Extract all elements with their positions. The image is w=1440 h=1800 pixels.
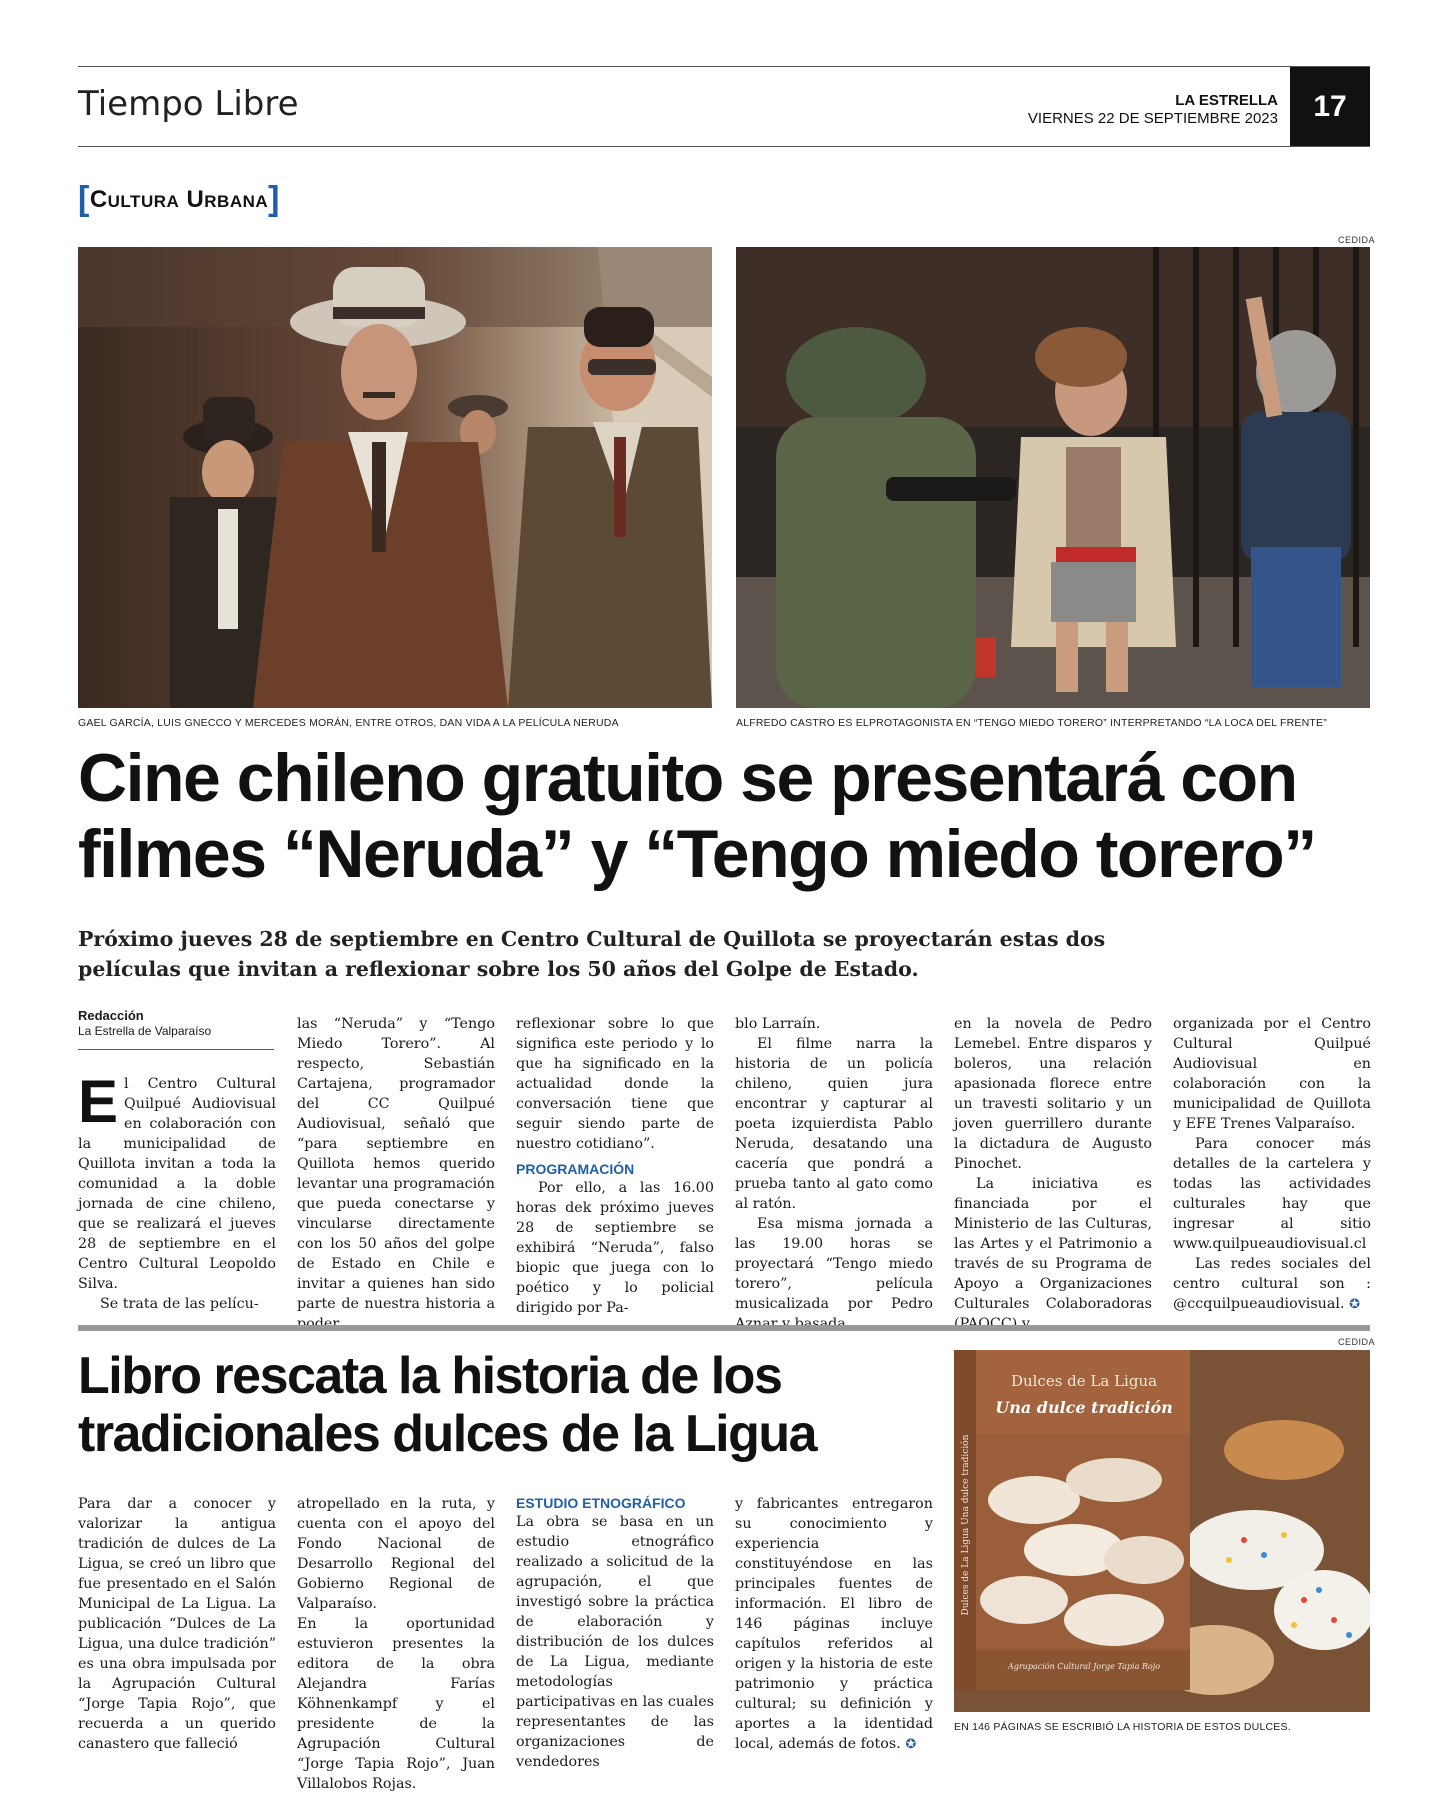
kicker-close-bracket: ] (268, 180, 280, 218)
article2-headline-line2: tradicionales dulces de la Ligua (78, 1405, 817, 1463)
photo2-credit: CEDIDA (1338, 1337, 1376, 1347)
article1-headline-line1: Cine chileno gratuito se presentará con (78, 740, 1297, 816)
byline-name: Redacción (78, 1008, 144, 1023)
header-top-rule (78, 66, 1370, 67)
byline-rule (78, 1049, 274, 1050)
article1-column-6 (1173, 1014, 1371, 1315)
neruda-film-illustration (78, 247, 712, 708)
article2-end-icon: ✪ (905, 1737, 917, 1752)
book-title-top: Dulces de La Ligua (1010, 1372, 1158, 1390)
estudio-heading: ESTUDIO ETNOGRÁFICO (516, 1495, 686, 1511)
neruda-film-photo (78, 247, 712, 708)
section-title: Tiempo Libre (78, 84, 299, 124)
tengo-miedo-torero-photo (736, 247, 1370, 708)
drop-cap: E (78, 1068, 119, 1135)
article1-column-3 (516, 1014, 714, 1318)
kicker-open-bracket: [ (78, 180, 90, 218)
article1-col1-p2: Se trata de las pelícu- (100, 1296, 259, 1312)
article2-column-4 (735, 1494, 933, 1755)
article2-col3-p1: La obra se basa en un estudio etnográfico realizado a solicitud de la agrupación, el que investigó sobre la práctica de elaboración y distribución de los dulces de La Ligua, mediante metodologías participativas en las cuales representantes de las organizaciones de vendedores (516, 1514, 714, 1770)
article1-col4-p1: blo Larraín. (735, 1016, 821, 1032)
article1-col5-p2: La iniciativa es financiada por el Ministerio de las Culturas, las Artes y el Patrimonio a través de su Programa de Apoyo a Organizaciones Culturales Colaboradoras (PAOCC) y (954, 1176, 1152, 1332)
article2-column-3 (516, 1494, 714, 1772)
article1-headline-line2: filmes “Neruda” y “Tengo miedo torero” (78, 816, 1316, 892)
book-spine-text: Dulces de La Ligua Una dulce tradición (961, 1434, 971, 1616)
article2-headline-line1: Libro rescata la historia de los (78, 1347, 782, 1405)
page-number: 17 (1290, 67, 1370, 147)
article-separator (78, 1325, 1370, 1331)
article1-column-2 (297, 1014, 495, 1334)
article1-column-1 (78, 1068, 276, 1314)
article2-col4-p1: y fabricantes entregaron su conocimiento y experiencia constituyéndose en las principales fuentes de información. El libro de 146 páginas incluye capítulos referidos al origen y la historia de este patrimonio y práctica cultural; su definición y aportes a la identidad local, además de fotos. (735, 1496, 933, 1752)
article2-col1-p1: Para dar a conocer y valorizar la antigua tradición de dulces de La Ligua, se creó un libro que fue presentado en el Salón Municipal de La Ligua. La publicación “Dulces de La Ligua, una dulce tradición” es una obra impulsada por la Agrupación Cultural “Jorge Tapia Rojo”, que recuerda a un querido canastero que falleció (78, 1496, 276, 1752)
article1-col6-p3: Las redes sociales del centro cultural son : @ccquilpueaudiovisual. (1173, 1256, 1371, 1312)
programacion-heading: PROGRAMACIÓN (516, 1161, 635, 1177)
newspaper-name: LA ESTRELLA (1175, 92, 1278, 109)
article1-col2-p1: las “Neruda” y “Tengo Miedo Torero”. Al respecto, Sebastián Cartajena, programador del CC Quilpué Audiovisual, señaló que “para septiembre en Quillota hemos querido levantar una programación que pueda conectarse y vincularse directamente con los 50 años del golpe de Estado en Chile e invitar a quienes han sido parte de nuestra historia a poder (297, 1016, 495, 1332)
article1-col1-p1: l Centro Cultural Quilpué Audiovisual en colaboración con la municipalidad de Quillota invitan a toda la comunidad a la doble jornada de cine chileno, que se realizará el jueves 28 de septiembre en el Centro Cultural Leopoldo Silva. (78, 1076, 276, 1292)
section-kicker (78, 180, 280, 219)
photo1-caption: GAEL GARCÍA, LUIS GNECCO Y MERCEDES MORÁN, ENTRE OTROS, DAN VIDA A LA PELÍCULA NERUDA (78, 717, 619, 729)
article1-col3-p2: Por ello, a las 16.00 horas dek próximo jueves 28 de septiembre se exhibirá “Neruda”, falso biopic que juega con lo poético y lo policial dirigido por Pa- (516, 1180, 714, 1316)
kicker-text: Cultura Urbana (89, 186, 269, 213)
article1-subhead: Próximo jueves 28 de septiembre en Centro Cultural de Quillota se proyectarán estas dos películas que invitan a reflexionar sobre los 50 años del Golpe de Estado. (78, 927, 1106, 981)
header-bottom-rule (78, 146, 1370, 147)
torero-film-illustration (736, 247, 1370, 708)
book-title-main: Una dulce tradición (995, 1398, 1173, 1417)
book-photo-caption: EN 146 PÁGINAS SE ESCRIBIÓ LA HISTORIA DE ESTOS DULCES. (954, 1721, 1291, 1733)
photo2-caption: ALFREDO CASTRO ES ELPROTAGONISTA EN “TENGO MIEDO TORERO” INTERPRETANDO “LA LOCA DEL FRENTE” (736, 717, 1327, 729)
article2-col2-p1: atropellado en la ruta, y cuenta con el apoyo del Fondo Nacional de Desarrollo Regional del Gobierno Regional de Valparaíso. (297, 1496, 495, 1612)
article2-column-2 (297, 1494, 495, 1794)
book-footer-text: Agrupación Cultural Jorge Tapia Rojo (1007, 1662, 1161, 1671)
article1-column-5 (954, 1014, 1152, 1334)
article1-col6-p2: Para conocer más detalles de la cartelera y todas las actividades culturales hay que ingresar al sitio www.quilpueaudiovisual.cl (1173, 1136, 1371, 1252)
article2-col2-p2: En la oportunidad estuvieron presentes la editora de la obra Alejandra Farías Köhnenkampf y el presidente de la Agrupación Cultural “Jorge Tapia Rojo”, Juan Villalobos Rojas. (297, 1616, 495, 1792)
article1-col4-p2: El filme narra la historia de un policía chileno, quien jura encontrar y capturar al poeta izquierdista Pablo Neruda, desatando una cacería que pondrá a prueba tanto al gato como al ratón. (735, 1036, 933, 1212)
photo-credit: CEDIDA (1338, 235, 1376, 245)
book-cover-photo (954, 1350, 1370, 1712)
article2-column-1 (78, 1494, 276, 1754)
issue-date: VIERNES 22 DE SEPTIEMBRE 2023 (1027, 110, 1278, 127)
article1-col5-p1: en la novela de Pedro Lemebel. Entre disparos y boleros, una relación apasionada florece entre un travesti solitario y un joven guerrillero durante la dictadura de Augusto Pinochet. (954, 1016, 1152, 1172)
article1-col4-p3: Esa misma jornada a las 19.00 horas se proyectará “Tengo miedo torero”, película musicalizada por Pedro Aznar y basada (735, 1216, 933, 1332)
byline-organization: La Estrella de Valparaíso (78, 1024, 212, 1038)
article1-col6-p1: organizada por el Centro Cultural Quilpué Audiovisual en colaboración con la municipalidad de Quillota y EFE Trenes Valparaíso. (1173, 1016, 1371, 1132)
article1-col3-p1: reflexionar sobre lo que significa este periodo y lo que ha significado en la actualidad donde la conversación tiene que seguir siendo parte de nuestro cotidiano”. (516, 1016, 714, 1152)
article-end-icon: ✪ (1349, 1297, 1360, 1312)
article1-column-4 (735, 1014, 933, 1334)
